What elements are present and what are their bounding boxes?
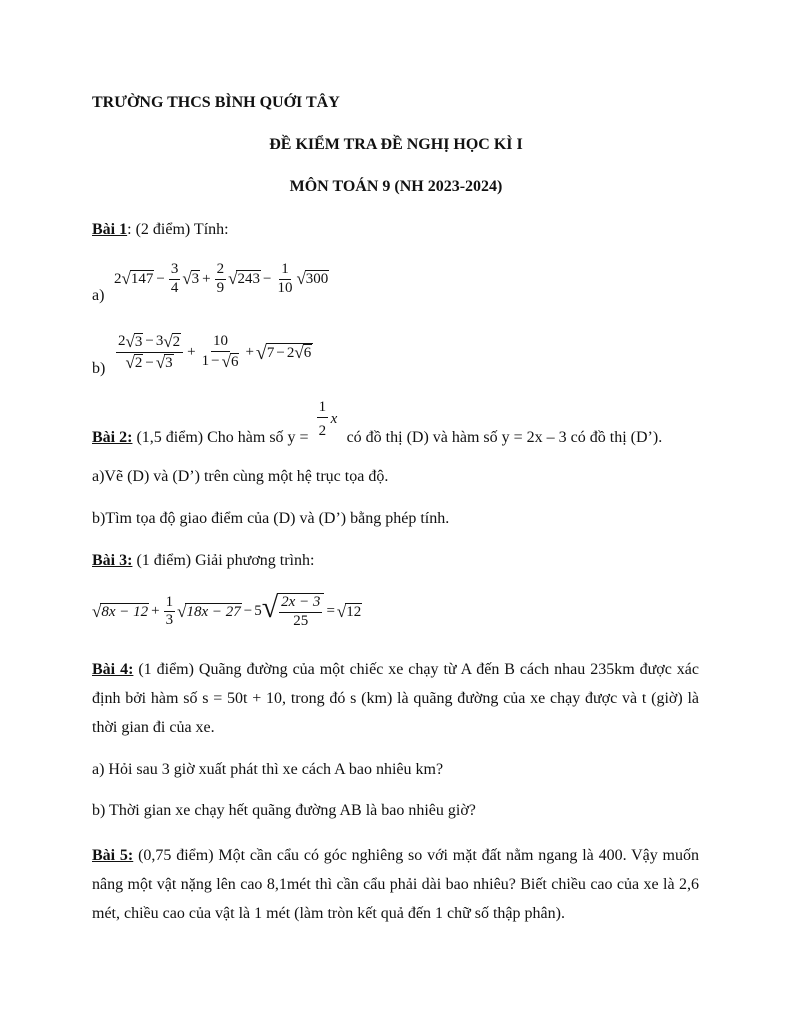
fraction: $\frac{1}{10}$ <box>277 261 293 296</box>
operator: + <box>245 344 254 361</box>
operator: + <box>202 270 211 287</box>
operator: + <box>187 344 196 361</box>
equals-sign: = <box>326 603 335 620</box>
bai5-label: Bài 5: <box>92 847 134 864</box>
subject-title: MÔN TOÁN 9 (NH 2023-2024) <box>289 178 503 195</box>
bai1-intro: : (2 điểm) Tính: <box>127 221 229 238</box>
sqrt-term: √ 147 <box>121 269 154 289</box>
sqrt-term: √ 8x − 12 <box>92 601 149 621</box>
operator: + <box>151 603 160 620</box>
sqrt-term: √ 243 <box>228 269 260 289</box>
bai2-b: b)Tìm tọa độ giao điểm của (D) và (D’) bằng phép tính. <box>92 510 450 527</box>
bai2-a: a)Vẽ (D) và (D’) trên cùng một hệ trục tọa độ. <box>92 468 389 485</box>
fraction: $\frac{3}{4}$ <box>170 261 179 296</box>
bai5-text: (0,75 điểm) Một cần cẩu có góc nghiêng so với mặt đất nằm ngang là 400. Vậy muốn nâng một vật nặng lên cao 8,1mét thì cần cẩu phải dài bao nhiêu? Biết chiều cao của xe là 2,6 mét, chiều cao của vật là 1 mét (làm tròn kết quả đến 1 chữ số thập phân). <box>92 847 700 922</box>
bai4-a: a) Hỏi sau 3 giờ xuất phát thì xe cách A bao nhiêu km? <box>92 761 444 778</box>
bai1-label: Bài 1 <box>92 221 128 238</box>
sqrt-term: √ 12 <box>336 601 362 621</box>
bai1-a-label: a) <box>92 287 105 304</box>
exam-title: ĐỀ KIỂM TRA ĐỀ NGHỊ HỌC KÌ I <box>269 136 523 153</box>
fraction: 2 √ 3 − 3 √ 2 √ 2 − √ 3 <box>116 333 183 373</box>
bai1-a-expression <box>114 262 329 297</box>
bai3-label: Bài 3: <box>92 552 133 569</box>
fraction: 10 1 − √ 6 <box>201 333 239 371</box>
sqrt-term: √ 18x − 27 <box>177 601 241 621</box>
operator: − <box>262 270 272 287</box>
bai1-b-label: b) <box>92 360 106 377</box>
term-coef: 2 <box>114 270 122 287</box>
fraction: $\frac{1}{3}$ <box>165 593 174 629</box>
sqrt-term: √ $\frac{2x - 3}{25}$ <box>262 593 325 631</box>
bai2-text-2: có đồ thị (D) và hàm số y = 2x – 3 có đồ thị (D’). <box>342 429 663 446</box>
operator: − <box>243 603 253 620</box>
coefficient: 5 <box>254 603 262 620</box>
sqrt-term: √ 7 − 2 √ 6 <box>255 341 312 364</box>
bai1-heading <box>92 221 229 239</box>
operator: − <box>156 270 165 287</box>
bai2-label: Bài 2: <box>92 429 133 446</box>
bai3-intro: (1 điểm) Giải phương trình: <box>132 552 315 569</box>
bai2-fraction: 1 2 x <box>318 399 338 439</box>
bai4-text: (1 điểm) Quãng đường của một chiếc xe chạy từ A đến B cách nhau 235km được xác định bởi hàm số s = 50t + 10, trong đó s (km) là quãng đường của xe chạy được và t (giờ) là thời gian đi của xe. <box>92 661 699 736</box>
bai3-equation <box>92 593 362 631</box>
school-name: TRƯỜNG THCS BÌNH QUỚI TÂY <box>92 94 340 111</box>
sqrt-term: √ 3 <box>182 269 200 289</box>
bai4-statement <box>92 655 699 742</box>
bai1-b-expression <box>114 333 313 373</box>
bai4-b: b) Thời gian xe chạy hết quãng đường AB là bao nhiêu giờ? <box>92 802 476 819</box>
fraction: $\frac{2}{9}$ <box>216 261 225 296</box>
bai5-statement <box>92 841 699 928</box>
bai3-heading <box>92 552 314 570</box>
bai2-text-1: (1,5 điểm) Cho hàm số y = <box>132 429 313 446</box>
bai2-statement <box>92 399 663 447</box>
bai4-label: Bài 4: <box>92 661 134 678</box>
sqrt-term: √ 300 <box>296 269 329 289</box>
